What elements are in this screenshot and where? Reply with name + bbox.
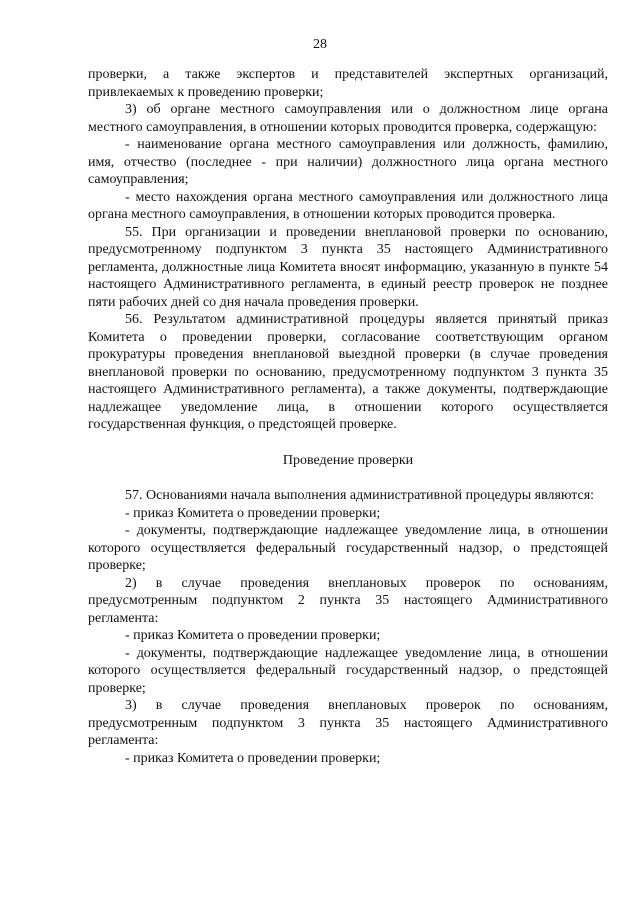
- section-heading: Проведение проверки: [282, 452, 414, 468]
- paragraph-57: 57. Основаниями начала выполнения административной процедуры являются:: [125, 488, 595, 503]
- paragraph-bullet-order: - приказ Комитета о проведении проверки;: [125, 750, 381, 766]
- paragraph-bullet-location: - место нахождения органа местного самоуправления или должностного лица органа местного самоуправления, в отношении которых проводится проверка.: [88, 189, 608, 222]
- paragraph-bullet-name: - наименование органа местного самоуправления или должность, фамилию, имя, отчество (последнее - при наличии) должностного лица органа местного самоуправления;: [88, 137, 608, 187]
- paragraph-56: 56. Результатом административной процедуры является принятый приказ Комитета о проведении проверки, согласование соответствующим органом прокуратуры проведения внеплановой выездной проверки (в случае проведения внеплановой проверки по основанию, предусмотренному подпунктом 3 пункта 35 настоящего Административного регламента), а также документы, подтверждающие надлежащее уведомление лица, в отношении которого осуществляется государственная функция, о предстоящей проверке.: [88, 312, 608, 432]
- paragraph-bullet-order: - приказ Комитета о проведении проверки;: [125, 505, 381, 521]
- paragraph-bullet-order: - приказ Комитета о проведении проверки;: [125, 628, 381, 643]
- page-number: 28: [313, 37, 327, 52]
- paragraph-bullet-documents: - документы, подтверждающие надлежащее уведомление лица, в отношении которого осуществляется федеральный государственный надзор, о предстоящей проверке;: [88, 523, 608, 573]
- paragraph-bullet-documents: - документы, подтверждающие надлежащее уведомление лица, в отношении которого осуществляется федеральный государственный надзор, о предстоящей проверке;: [88, 645, 608, 696]
- paragraph-item-3-grounds: 3) в случае проведения внеплановых проверок по основаниям, предусмотренным подпунктом 3 пункта 35 настоящего Административного регламента:: [88, 698, 608, 748]
- paragraph-55: 55. При организации и проведении внеплановой проверки по основанию, предусмотренному подпунктом 3 пункта 35 настоящего Административного регламента, должностные лица Комитета вносят информацию, указанную в пункте 54 настоящего Административного регламента, в единый реестр проверок не позднее пяти рабочих дней со дня начала проведения проверки.: [88, 224, 608, 310]
- paragraph-item-3: 3) об органе местного самоуправления или о должностном лице органа местного самоуправления, в отношении которых проводится проверка, содержащую:: [88, 102, 608, 135]
- document-body: [88, 66, 608, 767]
- paragraph-item-2: 2) в случае проведения внеплановых проверок по основаниям, предусмотренным подпунктом 2 пункта 35 настоящего Административного регламента:: [88, 575, 608, 626]
- paragraph-continuation: проверки, а также экспертов и представителей экспертных организаций, привлекаемых к проведению проверки;: [88, 67, 608, 100]
